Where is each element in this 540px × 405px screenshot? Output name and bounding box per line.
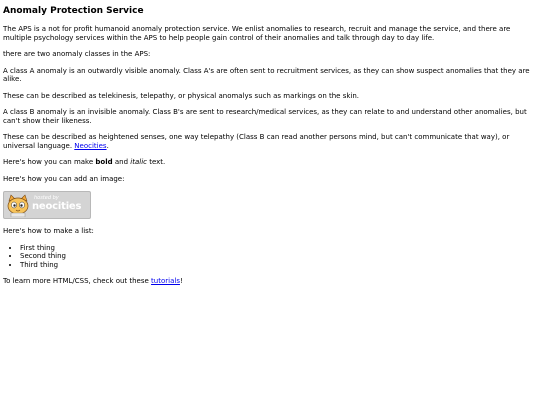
hosted-by-neocities-image (3, 191, 91, 219)
list-item: • Second thing (20, 252, 537, 261)
learn-more-prefix: To learn more HTML/CSS, check out these (3, 277, 152, 285)
example-list (3, 244, 537, 270)
image-intro-paragraph: Here's how you can add an image: (3, 174, 125, 183)
bold-text: bold (95, 158, 113, 166)
badge-hosted-by-text: hosted by (34, 195, 59, 201)
bold-italic-suffix: text. (146, 158, 166, 166)
learn-more-suffix: ! (179, 277, 183, 285)
tutorials-link[interactable]: tutorials (151, 277, 180, 285)
neocities-cat-icon (5, 193, 31, 217)
list-item: • First thing (20, 244, 537, 253)
page-title: Anomaly Protection Service (3, 6, 144, 16)
bold-italic-and: and (112, 158, 131, 166)
list-intro-paragraph: Here's how to make a list: (3, 227, 94, 235)
class-b-description-text: These can be described as heightened senses, one way telepathy (Class B can read another persons mind, but can't communicate that way), or universal language. (3, 133, 510, 150)
bold-italic-paragraph (3, 158, 537, 167)
class-b-paragraph: A class B anomaly is an invisible anomaly. Class B's are sent to research/medical services, as they can relate to and understand other anomalies, but can't show their likeness. (3, 108, 527, 125)
class-a-description: These can be described as telekinesis, telepathy, or physical anomalys such as markings on the skin. (3, 91, 360, 100)
class-b-description-end: . (106, 141, 109, 150)
class-a-paragraph: A class A anomaly is an outwardly visible anomaly. Class A's are often sent to recruitment services, as they can show suspect anomalies that they are alike. (3, 66, 530, 83)
list-item: • Third thing (20, 261, 537, 270)
neocities-link[interactable]: Neocities (74, 141, 107, 150)
learn-more-paragraph (3, 277, 537, 286)
bold-italic-prefix: Here's how you can make (3, 158, 96, 166)
intro-paragraph: The APS is a not for profit humanoid anomaly protection service. We enlist anomalies to research, recruit and manage the service, and there are multiple psychology services within the APS to help people gain control of their anomalies and talk through day to day life. (3, 25, 511, 42)
italic-text: italic (130, 158, 147, 166)
classes-intro-paragraph: there are two anomaly classes in the APS: (3, 50, 151, 58)
badge-neocities-text: neocities (32, 201, 82, 212)
class-b-description (3, 133, 537, 150)
